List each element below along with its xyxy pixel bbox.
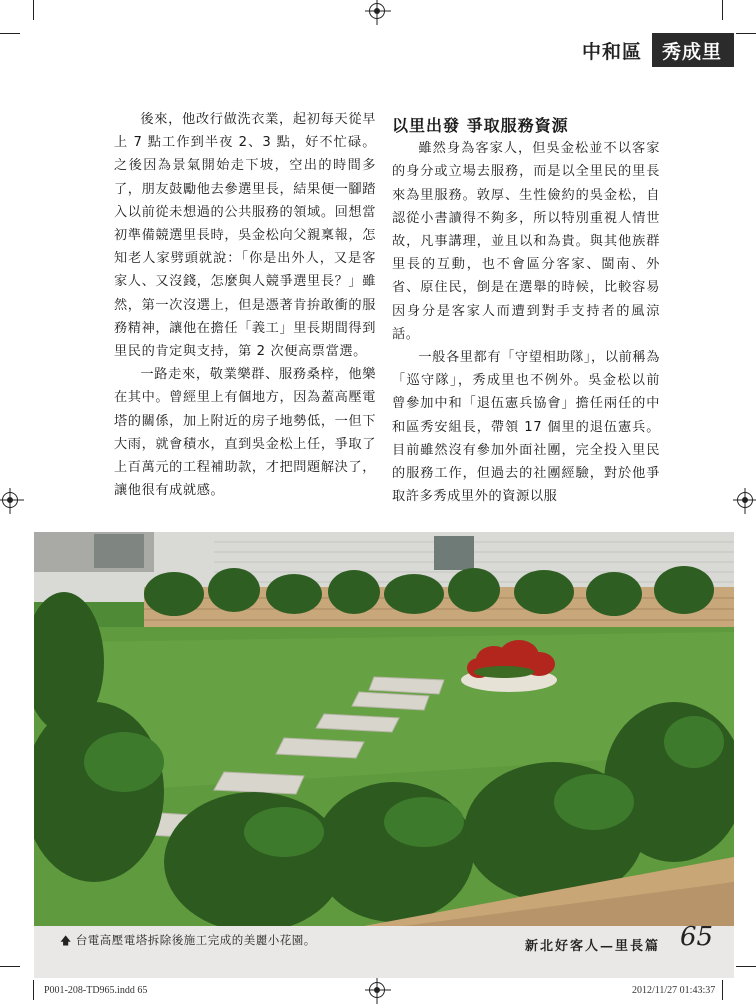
crop-mark [736,966,756,967]
village-name: 秀成里 [652,33,734,67]
paragraph: 一般各里都有「守望相助隊」，以前稱為「巡守隊」，秀成里也不例外。吳金松以前曾參加中和「退伍憲兵協會」擔任兩任的中和區秀安組長，帶領 17 個里的退伍憲兵。目前雖然沒有參加外面社團，完全投入里民的服務工作，但過去的社團經驗，對於他爭取許多秀成里外的資源以服 [392,350,660,505]
district-name: 中和區 [581,41,642,63]
paragraph: 後來，他改行做洗衣業，起初每天從早上 7 點工作到半夜 2、3 點，好不忙碌。之後因為景氣開始走下坡，空出的時間多了，朋友鼓勵他去參選里長，結果便一腳踏入以前從未想過的公共服務的領域。回想當初準備競選里長時，吳金松向父親稟報，怎知老人家劈頭就說：「你是出外人，又是客家人、又沒錢，怎麼與人競爭選里長？」雖然，第一次沒選上，但是憑著肯拚敢衝的服務精神，讓他在擔任「義工」里長期間得到里民的肯定與支持，第 2 次便高票當選。 [114,112,376,360]
registration-mark-icon [369,982,385,998]
left-column [114,108,376,502]
crop-mark [33,0,34,20]
photo-caption [60,932,316,951]
footer-title: 新北好客人—里長篇 [525,939,661,954]
crop-mark [0,966,20,967]
registration-mark-icon [369,3,385,19]
crop-mark [722,980,723,1000]
timestamp-slug: 2012/11/27 01:43:37 [632,985,716,996]
page-number: 65 [680,922,714,952]
up-arrow-icon: 🡅 [60,934,72,947]
paragraph: 雖然身為客家人，但吳金松並不以客家的身分或立場去服務，而是以全里民的里長來為里服務。敦厚、生性儉約的吳金松，自認從小書讀得不夠多，所以特別重視人情世故，凡事講理，並且以和為貴。與其他族群里長的互動，也不會區分客家、閩南、外省、原住民，倒是在選舉的時候，比較容易因身分是客家人而遭到對手支持者的風涼話。 [392,141,660,342]
section-heading: 以里出發 爭取服務資源 [392,116,569,135]
garden-photo [34,532,734,926]
right-column [392,114,660,508]
crop-mark [736,33,756,34]
file-slug: P001-208-TD965.indd 65 [44,985,148,996]
crop-mark [722,0,723,20]
registration-mark-icon [737,492,753,508]
crop-mark [0,33,20,34]
crop-mark [33,980,34,1000]
caption-text: 台電高壓電塔拆除後施工完成的美麗小花園。 [75,933,316,947]
paragraph: 一路走來，敬業樂群、服務桑梓，他樂在其中。曾經里上有個地方，因為蓋高壓電塔的關係，加上附近的房子地勢低，一但下大雨，就會積水，直到吳金松上任，爭取了上百萬元的工程補助款，才把問題解決了，讓他很有成就感。 [114,367,376,499]
garden-illustration [34,532,734,926]
registration-mark-icon [2,492,18,508]
page-header [582,33,734,67]
